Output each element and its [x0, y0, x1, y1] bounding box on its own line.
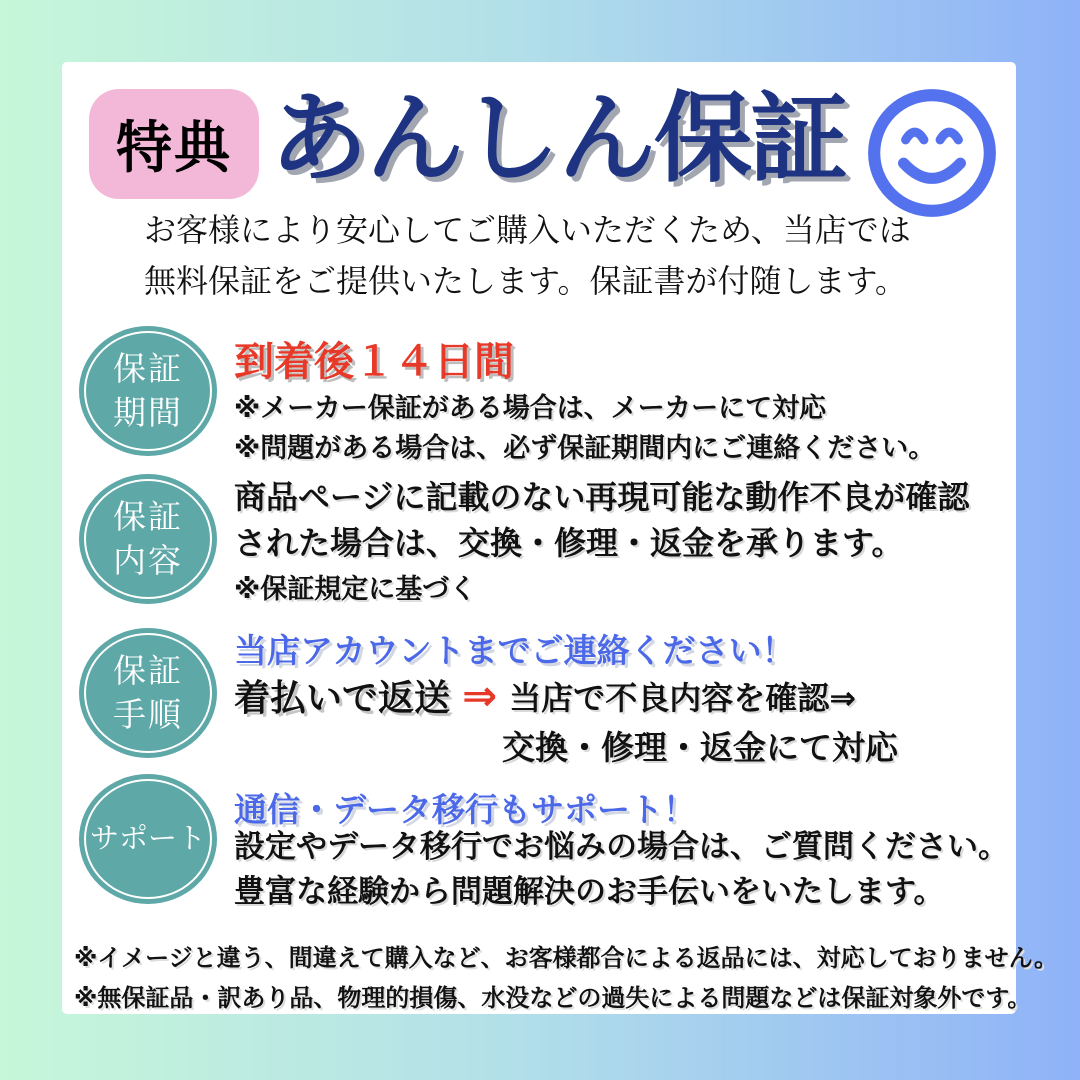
step-confirm-label: 当店で不良内容を確認⇒	[509, 679, 857, 716]
body-line: 豊富な経験から問題解決のお手伝いをいたします。	[234, 874, 945, 909]
body-line: された場合は、交換・修理・返金を承ります。	[234, 525, 904, 561]
circle-label-line: 期間	[113, 394, 183, 431]
page-title: あんしん保証	[270, 83, 847, 193]
benefit-badge-label: 特典	[116, 116, 232, 179]
disclaimer-line: ※無保証品・訳あり品、物理的損傷、水没などの過失による問題などは保証対象外です。	[74, 985, 1032, 1012]
support-headline: 通信・データ移行もサポート！	[234, 791, 696, 828]
red-arrow-icon: ⇒	[462, 672, 498, 719]
warranty-coverage-circle-badge	[79, 474, 217, 604]
warranty-procedure-step-row	[234, 670, 856, 721]
footer-disclaimers	[74, 939, 1058, 1019]
warranty-coverage-note: ※保証規定に基づく	[234, 574, 477, 604]
disclaimer-line: ※イメージと違う、間違えて購入など、お客様都合による返品には、対応しておりません。	[74, 945, 1059, 972]
body-line: 設定やデータ移行でお悩みの場合は、ご質問ください。	[234, 829, 1009, 864]
warranty-procedure-circle-badge	[79, 628, 217, 758]
intro-text	[144, 205, 911, 307]
benefit-badge	[89, 89, 259, 199]
support-body	[234, 824, 1009, 914]
warranty-card	[62, 62, 1059, 1014]
circle-label-line: 保証	[113, 498, 183, 536]
circle-label-line: 保証	[113, 350, 183, 388]
warranty-period-circle-badge	[79, 326, 217, 456]
warranty-procedure-headline: 当店アカウントまでご連絡ください！	[234, 632, 795, 669]
step-return-label: 着払いで返送	[234, 677, 451, 718]
body-line: 商品ページに記載のない再現可能な動作不良が確認	[234, 479, 970, 515]
intro-text-line2: 無料保証をご提供いたします。保証書が付随します。	[144, 263, 907, 300]
support-circle-badge	[79, 774, 217, 904]
warranty-period-notes	[234, 388, 935, 468]
note-line: ※問題がある場合は、必ず保証期間内にご連絡ください。	[234, 433, 936, 463]
circle-label-line: 内容	[113, 542, 183, 579]
intro-text-line1: お客様により安心してご購入いただくため、当店では	[144, 212, 911, 248]
warranty-coverage-body	[234, 474, 969, 566]
note-line: ※メーカー保証がある場合は、メーカーにて対応	[234, 393, 827, 423]
circle-label-line: サポート	[89, 822, 206, 855]
circle-label-line: 保証	[113, 652, 183, 690]
smiley-face-icon	[861, 82, 1003, 224]
warranty-procedure-result: 交換・修理・返金にて対応	[502, 729, 898, 766]
warranty-period-headline: 到着後１４日間	[234, 340, 514, 384]
circle-label-line: 手順	[113, 696, 183, 733]
